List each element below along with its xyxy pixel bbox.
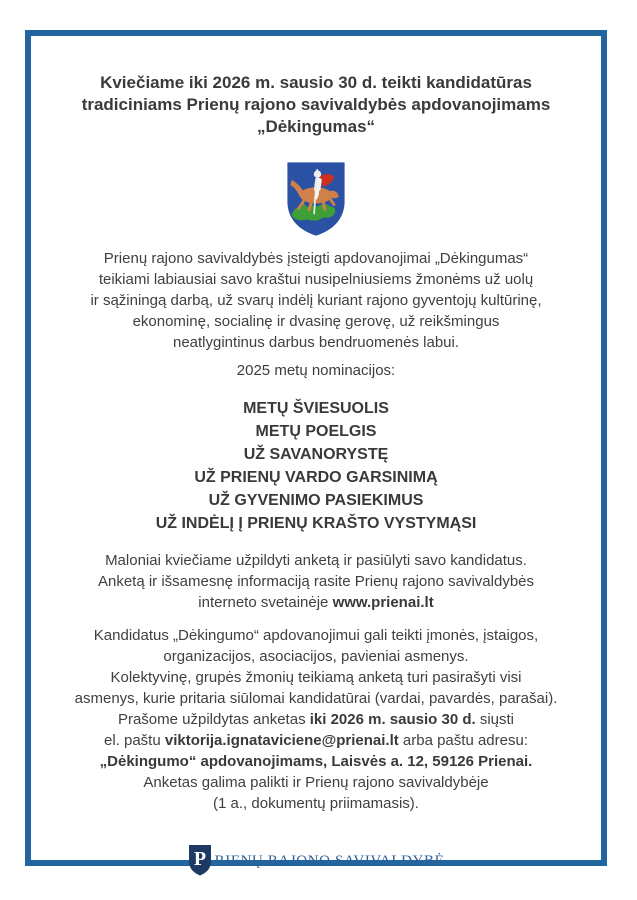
invite-line: Anketą ir išsamesnę informaciją rasite Prienų rajono savivaldybės xyxy=(97,573,535,590)
submission-line xyxy=(37,751,595,772)
submission-line: asmenys, kurie pritaria siūlomai kandidatūrai (vardai, pavardės, parašai). xyxy=(74,690,558,707)
invite-line: interneto svetainėje www.prienai.lt xyxy=(198,594,434,611)
page-title xyxy=(37,72,595,138)
submission-line: el. paštu viktorija.ignataviciene@prienai.lt arba paštu adresu: xyxy=(103,732,528,749)
title-line: Kviečiame iki 2026 m. sausio 30 d. teikti kandidatūras xyxy=(100,73,532,92)
deadline-text: iki 2026 m. sausio 30 d. xyxy=(309,711,476,728)
municipality-name: RIENŲ RAJONO SAVIVALDYBĖ xyxy=(214,852,445,869)
intro-line: Prienų rajono savivaldybės įsteigti apdovanojimai „Dėkingumas“ xyxy=(103,250,529,267)
submission-line: Anketas galima palikti ir Prienų rajono savivaldybėje xyxy=(143,774,489,791)
nomination-item: METŲ ŠVIESUOLIS xyxy=(243,400,389,417)
invite-paragraph xyxy=(37,550,595,613)
submission-paragraph xyxy=(37,625,595,814)
intro-line: ir sąžiningą darbą, už svarų indėlį kuriant rajono gyventojų kultūrinę, xyxy=(90,292,542,309)
email-text: viktorija.ignataviciene@prienai.lt xyxy=(164,732,399,749)
nomination-item: UŽ PRIENŲ VARDO GARSINIMĄ xyxy=(194,469,438,486)
title-line: „Dėkingumas“ xyxy=(256,117,376,136)
nominations-list xyxy=(37,397,595,535)
logo-shield-letter: P xyxy=(193,848,206,870)
prienai-coat-of-arms-icon xyxy=(283,160,349,238)
poster-frame xyxy=(25,30,607,870)
nomination-item: UŽ SAVANORYSTĘ xyxy=(243,446,389,463)
submission-line: Kolektyvinę, grupės žmonių teikiamą anketą turi pasirašyti visi xyxy=(110,669,522,686)
website-text: www.prienai.lt xyxy=(332,594,434,611)
nominations-heading: 2025 metų nominacijos: xyxy=(236,362,396,379)
intro-paragraph xyxy=(37,248,595,353)
intro-line: teikiami labiausiai savo kraštui nusipelniusiems žmonėms už uolų xyxy=(98,271,534,288)
poster-content xyxy=(31,36,601,876)
invite-line: Maloniai kviečiame užpildyti anketą ir pasiūlyti savo kandidatus. xyxy=(105,552,527,569)
logo-shield-icon xyxy=(188,844,212,876)
nomination-item: METŲ POELGIS xyxy=(255,423,377,440)
submission-line: organizacijos, asociacijos, pavieniai asmenys. xyxy=(163,648,469,665)
title-line: tradiciniams Prienų rajono savivaldybės apdovanojimams xyxy=(81,95,551,114)
nomination-item: UŽ INDĖLĮ Į PRIENŲ KRAŠTO VYSTYMĄSI xyxy=(155,515,477,532)
intro-line: neatlygintinus darbus bendruomenės labui. xyxy=(172,334,460,351)
submission-line: (1 a., dokumentų priimamasis). xyxy=(213,795,419,812)
nomination-item: UŽ GYVENIMO PASIEKIMUS xyxy=(208,492,424,509)
municipality-logo xyxy=(37,844,595,876)
submission-line: Kandidatus „Dėkingumo“ apdovanojimui gali teikti įmonės, įstaigos, xyxy=(93,627,539,644)
intro-line: ekonominę, socialinę ir dvasinę gerovę, už reikšmingus xyxy=(132,313,500,330)
submission-line: Prašome užpildytas anketas iki 2026 m. sausio 30 d. siųsti xyxy=(117,711,515,728)
postal-address-text: „Dėkingumo“ apdovanojimams, Laisvės a. 12, 59126 Prienai. xyxy=(99,753,533,770)
